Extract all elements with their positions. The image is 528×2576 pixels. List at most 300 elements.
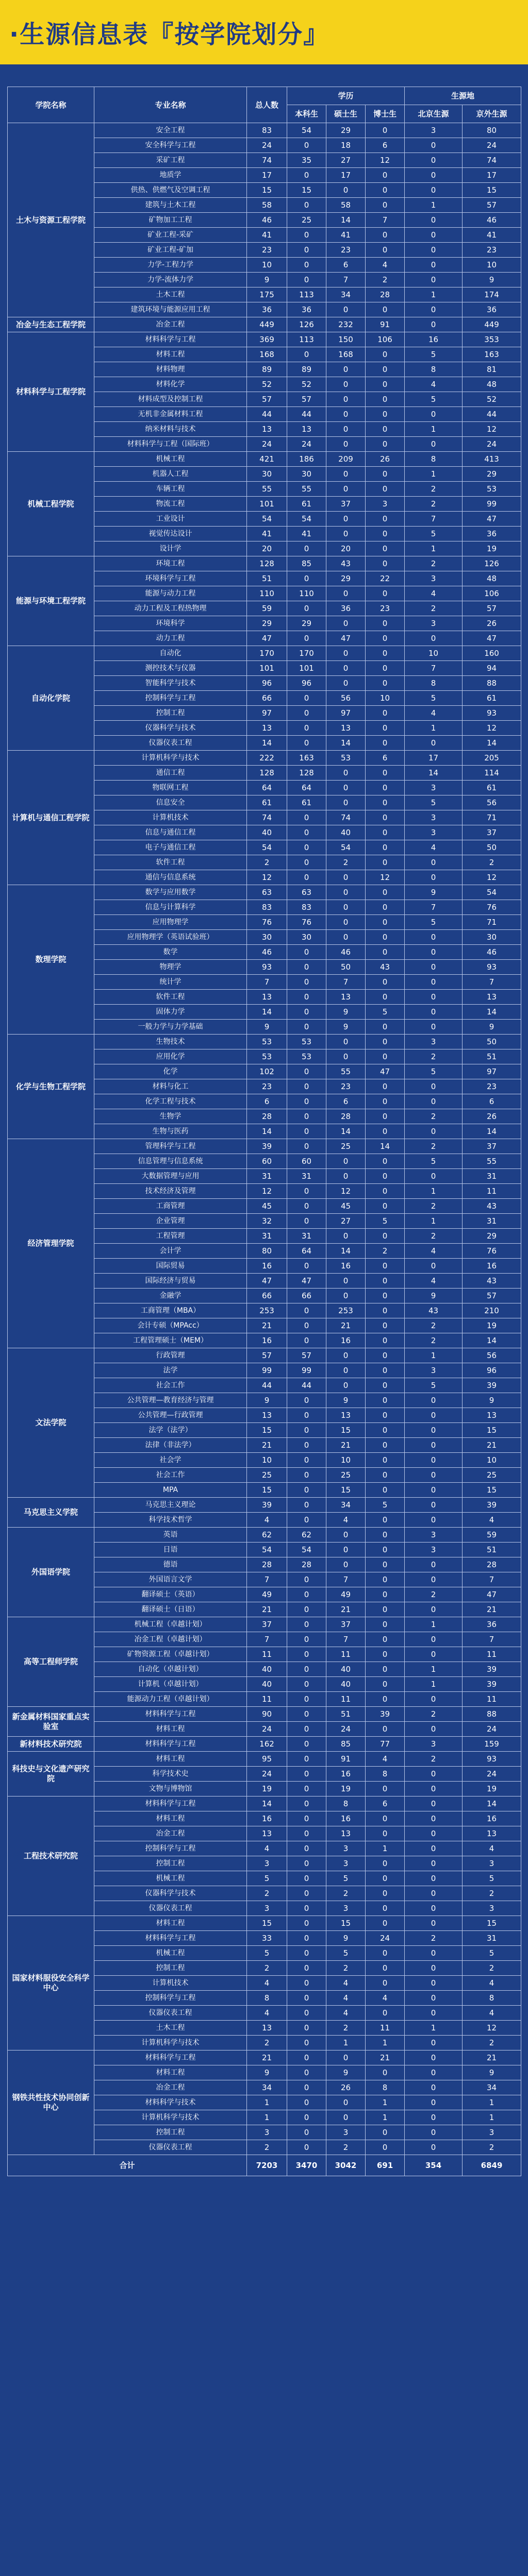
total-cell: 4 — [247, 2006, 287, 2021]
master-cell: 20 — [326, 541, 366, 556]
college-name: 科技史与文化遗产研究院 — [8, 1752, 94, 1797]
major-name: 智能科学与技术 — [94, 676, 247, 691]
beijing-cell: 3 — [405, 123, 463, 138]
beijing-cell: 0 — [405, 1871, 463, 1886]
outside-cell: 31 — [463, 1931, 521, 1946]
major-name: 法学 — [94, 1363, 247, 1378]
master-cell: 0 — [326, 766, 366, 781]
beijing-cell: 0 — [405, 1946, 463, 1961]
phd-cell: 0 — [366, 676, 405, 691]
master-cell: 14 — [326, 213, 366, 228]
phd-cell: 0 — [366, 302, 405, 317]
total-cell: 9 — [247, 273, 287, 287]
outside-cell: 24 — [463, 1767, 521, 1782]
beijing-cell: 0 — [405, 243, 463, 258]
college-name: 工程技术研究院 — [8, 1797, 94, 1916]
phd-cell: 0 — [366, 1617, 405, 1632]
outside-cell: 47 — [463, 512, 521, 527]
phd-cell: 0 — [366, 855, 405, 870]
outside-cell: 53 — [463, 482, 521, 497]
master-cell: 25 — [326, 1468, 366, 1483]
undergrad-cell: 0 — [287, 1587, 326, 1602]
total-cell: 40 — [247, 1662, 287, 1677]
outside-cell: 14 — [463, 1005, 521, 1020]
outside-cell: 57 — [463, 198, 521, 213]
phd-cell: 0 — [366, 1318, 405, 1333]
beijing-cell: 0 — [405, 2140, 463, 2155]
outside-cell: 52 — [463, 392, 521, 407]
major-name: 电子与通信工程 — [94, 840, 247, 855]
phd-cell: 0 — [366, 1408, 405, 1423]
beijing-cell: 3 — [405, 1543, 463, 1557]
phd-cell: 0 — [366, 1587, 405, 1602]
undergrad-cell: 29 — [287, 616, 326, 631]
major-name: 冶金工程 — [94, 2080, 247, 2095]
master-cell: 16 — [326, 1259, 366, 1274]
beijing-cell: 0 — [405, 631, 463, 646]
undergrad-cell: 0 — [287, 601, 326, 616]
beijing-cell: 0 — [405, 1572, 463, 1587]
undergrad-cell: 0 — [287, 1677, 326, 1692]
outside-cell: 36 — [463, 302, 521, 317]
phd-cell: 0 — [366, 1692, 405, 1707]
college-name: 经济管理学院 — [8, 1139, 94, 1348]
undergrad-cell: 0 — [287, 975, 326, 990]
total-cell: 54 — [247, 512, 287, 527]
major-name: 物联网工程 — [94, 781, 247, 795]
phd-cell: 0 — [366, 392, 405, 407]
total-cell: 2 — [247, 855, 287, 870]
undergrad-cell: 0 — [287, 1662, 326, 1677]
phd-cell: 0 — [366, 631, 405, 646]
outside-cell: 88 — [463, 676, 521, 691]
beijing-cell: 0 — [405, 1259, 463, 1274]
total-cell: 32 — [247, 1214, 287, 1229]
phd-cell: 0 — [366, 512, 405, 527]
beijing-cell: 0 — [405, 1961, 463, 1976]
major-name: 材料与化工 — [94, 1079, 247, 1094]
total-cell: 421 — [247, 452, 287, 467]
major-name: 翻译硕士（日语） — [94, 1602, 247, 1617]
undergrad-cell: 0 — [287, 1826, 326, 1841]
undergrad-cell: 0 — [287, 1214, 326, 1229]
major-name: 土木工程 — [94, 287, 247, 302]
master-cell: 2 — [326, 2140, 366, 2155]
master-cell: 0 — [326, 1274, 366, 1289]
beijing-cell: 2 — [405, 1049, 463, 1064]
beijing-cell: 2 — [405, 1199, 463, 1214]
total-cell: 53 — [247, 1035, 287, 1049]
outside-cell: 15 — [463, 1916, 521, 1931]
outside-cell: 114 — [463, 766, 521, 781]
major-name: 物理学 — [94, 960, 247, 975]
master-cell: 0 — [326, 781, 366, 795]
beijing-cell: 0 — [405, 213, 463, 228]
beijing-cell: 0 — [405, 1991, 463, 2006]
outside-cell: 2 — [463, 1961, 521, 1976]
beijing-cell: 0 — [405, 1767, 463, 1782]
undergrad-cell: 0 — [287, 2095, 326, 2110]
phd-cell: 47 — [366, 1064, 405, 1079]
outside-cell: 50 — [463, 840, 521, 855]
phd-cell: 0 — [366, 1303, 405, 1318]
total-cell: 20 — [247, 541, 287, 556]
outside-cell: 12 — [463, 721, 521, 736]
total-cell: 60 — [247, 1154, 287, 1169]
total-cell: 46 — [247, 213, 287, 228]
total-cell: 1 — [247, 2110, 287, 2125]
phd-cell: 1 — [366, 2036, 405, 2050]
undergrad-cell: 60 — [287, 1154, 326, 1169]
master-cell: 10 — [326, 1453, 366, 1468]
major-name: 通信与信息系统 — [94, 870, 247, 885]
outside-cell: 41 — [463, 228, 521, 243]
outside-cell: 11 — [463, 1647, 521, 1662]
beijing-cell: 1 — [405, 287, 463, 302]
beijing-cell: 1 — [405, 1662, 463, 1677]
major-name: 企业管理 — [94, 1214, 247, 1229]
phd-cell: 0 — [366, 1453, 405, 1468]
master-cell: 28 — [326, 1109, 366, 1124]
undergrad-cell: 0 — [287, 1737, 326, 1752]
total-cell: 19 — [247, 1782, 287, 1797]
outside-cell: 12 — [463, 870, 521, 885]
master-cell: 0 — [326, 1543, 366, 1557]
major-name: 法学（法学） — [94, 1423, 247, 1438]
undergrad-cell: 61 — [287, 497, 326, 512]
undergrad-cell: 0 — [287, 691, 326, 706]
undergrad-cell: 0 — [287, 1841, 326, 1856]
outside-cell: 51 — [463, 1049, 521, 1064]
undergrad-cell: 41 — [287, 527, 326, 541]
beijing-cell: 3 — [405, 1035, 463, 1049]
beijing-cell: 0 — [405, 855, 463, 870]
total-cell: 52 — [247, 377, 287, 392]
undergrad-cell: 0 — [287, 855, 326, 870]
total-cell: 74 — [247, 153, 287, 168]
beijing-cell: 14 — [405, 766, 463, 781]
undergrad-cell: 0 — [287, 1647, 326, 1662]
undergrad-cell: 0 — [287, 1572, 326, 1587]
beijing-cell: 1 — [405, 721, 463, 736]
outside-cell: 14 — [463, 1124, 521, 1139]
outside-cell: 7 — [463, 1632, 521, 1647]
major-name: 文物与博物馆 — [94, 1782, 247, 1797]
total-cell: 28 — [247, 1109, 287, 1124]
phd-cell: 7 — [366, 213, 405, 228]
total-cell: 2 — [247, 2036, 287, 2050]
phd-cell: 0 — [366, 1856, 405, 1871]
phd-cell: 5 — [366, 1498, 405, 1513]
major-name: 材料成型及控制工程 — [94, 392, 247, 407]
college-name: 冶金与生态工程学院 — [8, 317, 94, 332]
college-name: 计算机与通信工程学院 — [8, 751, 94, 885]
outside-cell: 31 — [463, 1169, 521, 1184]
master-cell: 40 — [326, 1662, 366, 1677]
outside-cell: 106 — [463, 586, 521, 601]
master-cell: 85 — [326, 1737, 366, 1752]
beijing-cell: 9 — [405, 1289, 463, 1303]
undergrad-cell: 128 — [287, 766, 326, 781]
total-cell: 30 — [247, 930, 287, 945]
outside-cell: 34 — [463, 2080, 521, 2095]
outside-cell: 1 — [463, 2110, 521, 2125]
undergrad-cell: 85 — [287, 556, 326, 571]
undergrad-cell: 0 — [287, 1259, 326, 1274]
major-name: 工业设计 — [94, 512, 247, 527]
college-name: 自动化学院 — [8, 646, 94, 751]
total-cell: 7 — [247, 975, 287, 990]
undergrad-cell: 13 — [287, 422, 326, 437]
master-cell: 9 — [326, 1393, 366, 1408]
college-name: 土木与资源工程学院 — [8, 123, 94, 317]
total-cell: 97 — [247, 706, 287, 721]
beijing-cell: 0 — [405, 228, 463, 243]
master-cell: 3 — [326, 1856, 366, 1871]
major-name: 设计学 — [94, 541, 247, 556]
master-cell: 0 — [326, 915, 366, 930]
phd-cell: 0 — [366, 810, 405, 825]
major-name: 会计专硕（MPAcc） — [94, 1318, 247, 1333]
master-cell: 51 — [326, 1707, 366, 1722]
master-cell: 0 — [326, 930, 366, 945]
master-cell: 9 — [326, 2065, 366, 2080]
master-cell: 2 — [326, 1961, 366, 1976]
outside-cell: 12 — [463, 2021, 521, 2036]
total-cell: 23 — [247, 243, 287, 258]
total-cell: 64 — [247, 781, 287, 795]
major-name: 车辆工程 — [94, 482, 247, 497]
major-name: 控制工程 — [94, 706, 247, 721]
outside-cell: 14 — [463, 1797, 521, 1811]
major-name: 软件工程 — [94, 855, 247, 870]
phd-cell: 0 — [366, 422, 405, 437]
total-cell: 3 — [247, 1901, 287, 1916]
undergrad-cell: 62 — [287, 1528, 326, 1543]
undergrad-cell: 0 — [287, 736, 326, 751]
beijing-cell: 5 — [405, 795, 463, 810]
outside-cell: 7 — [463, 1572, 521, 1587]
undergrad-cell: 0 — [287, 1423, 326, 1438]
major-name: 管理科学与工程 — [94, 1139, 247, 1154]
outside-cell: 5 — [463, 1871, 521, 1886]
undergrad-cell: 0 — [287, 1483, 326, 1498]
table-row — [8, 332, 521, 347]
major-name: 社会工作 — [94, 1468, 247, 1483]
outside-cell: 5 — [463, 1946, 521, 1961]
undergrad-cell: 0 — [287, 2036, 326, 2050]
phd-cell: 0 — [366, 347, 405, 362]
beijing-cell: 0 — [405, 930, 463, 945]
undergrad-cell: 44 — [287, 407, 326, 422]
major-name: 信息管理与信息系统 — [94, 1154, 247, 1169]
undergrad-cell: 0 — [287, 2021, 326, 2036]
phd-cell: 0 — [366, 1094, 405, 1109]
undergrad-cell: 0 — [287, 571, 326, 586]
master-cell: 37 — [326, 1617, 366, 1632]
total-cell: 13 — [247, 1408, 287, 1423]
total-cell: 34 — [247, 2080, 287, 2095]
total-cell: 3 — [247, 1856, 287, 1871]
major-name: 会计学 — [94, 1244, 247, 1259]
undergrad-cell: 35 — [287, 153, 326, 168]
outside-cell: 93 — [463, 1752, 521, 1767]
phd-cell: 0 — [366, 1961, 405, 1976]
outside-cell: 93 — [463, 960, 521, 975]
undergrad-cell: 0 — [287, 1094, 326, 1109]
total-cell: 16 — [247, 1333, 287, 1348]
beijing-cell: 0 — [405, 2036, 463, 2050]
outside-cell: 159 — [463, 1737, 521, 1752]
major-name: 数学 — [94, 945, 247, 960]
college-name: 新材料技术研究院 — [8, 1737, 94, 1752]
phd-cell: 0 — [366, 243, 405, 258]
undergrad-cell: 44 — [287, 1378, 326, 1393]
master-cell: 13 — [326, 1826, 366, 1841]
outside-cell: 174 — [463, 287, 521, 302]
phd-cell: 0 — [366, 1199, 405, 1214]
undergrad-cell: 0 — [287, 1961, 326, 1976]
master-cell: 0 — [326, 885, 366, 900]
phd-cell: 0 — [366, 1468, 405, 1483]
total-cell: 110 — [247, 586, 287, 601]
major-name: 控制科学与工程 — [94, 691, 247, 706]
outside-cell: 17 — [463, 168, 521, 183]
undergrad-cell: 0 — [287, 1871, 326, 1886]
total-cell: 354 — [405, 2155, 463, 2176]
total-cell: 4 — [247, 1841, 287, 1856]
college-name: 马克思主义学院 — [8, 1498, 94, 1528]
outside-cell: 76 — [463, 900, 521, 915]
master-cell: 0 — [326, 1378, 366, 1393]
beijing-cell: 0 — [405, 1169, 463, 1184]
undergrad-cell: 31 — [287, 1169, 326, 1184]
total-cell: 21 — [247, 1602, 287, 1617]
master-cell: 5 — [326, 1871, 366, 1886]
major-name: 生物与医药 — [94, 1124, 247, 1139]
beijing-cell: 2 — [405, 1139, 463, 1154]
total-cell: 21 — [247, 1318, 287, 1333]
master-cell: 53 — [326, 751, 366, 766]
beijing-cell: 0 — [405, 273, 463, 287]
master-cell: 0 — [326, 586, 366, 601]
undergrad-cell: 15 — [287, 183, 326, 198]
beijing-cell: 0 — [405, 1557, 463, 1572]
outside-cell: 39 — [463, 1498, 521, 1513]
undergrad-cell: 57 — [287, 392, 326, 407]
major-name: MPA — [94, 1483, 247, 1498]
major-name: 材料科学与技术 — [94, 2095, 247, 2110]
undergrad-cell: 30 — [287, 930, 326, 945]
major-name: 国际贸易 — [94, 1259, 247, 1274]
master-cell: 41 — [326, 228, 366, 243]
major-name: 冶金工程 — [94, 317, 247, 332]
outside-cell: 39 — [463, 1662, 521, 1677]
undergrad-cell: 89 — [287, 362, 326, 377]
total-cell: 8 — [247, 1991, 287, 2006]
master-cell: 15 — [326, 1423, 366, 1438]
major-name: 日语 — [94, 1543, 247, 1557]
master-cell: 0 — [326, 616, 366, 631]
phd-cell: 0 — [366, 123, 405, 138]
total-cell: 24 — [247, 1767, 287, 1782]
master-cell: 0 — [326, 467, 366, 482]
master-cell: 0 — [326, 1049, 366, 1064]
beijing-cell: 3 — [405, 571, 463, 586]
beijing-cell: 0 — [405, 1423, 463, 1438]
undergrad-cell: 0 — [287, 1079, 326, 1094]
major-name: 马克思主义理论 — [94, 1498, 247, 1513]
outside-cell: 19 — [463, 541, 521, 556]
major-name: 国际经济与贸易 — [94, 1274, 247, 1289]
total-cell: 83 — [247, 900, 287, 915]
phd-cell: 0 — [366, 975, 405, 990]
master-cell: 13 — [326, 990, 366, 1005]
major-name: 环境科学 — [94, 616, 247, 631]
major-name: 仪器仪表工程 — [94, 736, 247, 751]
beijing-cell: 4 — [405, 706, 463, 721]
phd-cell: 0 — [366, 1557, 405, 1572]
beijing-cell: 0 — [405, 1602, 463, 1617]
master-cell: 9 — [326, 1020, 366, 1035]
master-cell: 11 — [326, 1692, 366, 1707]
master-cell: 0 — [326, 1348, 366, 1363]
master-cell: 0 — [326, 527, 366, 541]
phd-cell: 0 — [366, 1632, 405, 1647]
phd-cell: 77 — [366, 1737, 405, 1752]
undergrad-cell: 0 — [287, 1408, 326, 1423]
master-cell: 49 — [326, 1587, 366, 1602]
undergrad-cell: 0 — [287, 721, 326, 736]
outside-cell: 9 — [463, 1393, 521, 1408]
undergrad-cell: 30 — [287, 467, 326, 482]
master-cell: 27 — [326, 1214, 366, 1229]
beijing-cell: 10 — [405, 646, 463, 661]
phd-cell: 5 — [366, 1005, 405, 1020]
undergrad-cell: 0 — [287, 1005, 326, 1020]
phd-cell: 0 — [366, 1378, 405, 1393]
phd-cell: 0 — [366, 706, 405, 721]
major-name: 应用化学 — [94, 1049, 247, 1064]
master-cell: 34 — [326, 1498, 366, 1513]
undergrad-cell: 64 — [287, 1244, 326, 1259]
total-cell: 7 — [247, 1632, 287, 1647]
master-cell: 43 — [326, 556, 366, 571]
undergrad-cell: 24 — [287, 437, 326, 452]
outside-cell: 14 — [463, 736, 521, 751]
undergrad-cell: 28 — [287, 1557, 326, 1572]
beijing-cell: 0 — [405, 1976, 463, 1991]
outside-cell: 24 — [463, 437, 521, 452]
outside-cell: 1 — [463, 2095, 521, 2110]
outside-cell: 14 — [463, 1333, 521, 1348]
phd-cell: 0 — [366, 198, 405, 213]
outside-cell: 449 — [463, 317, 521, 332]
beijing-cell: 5 — [405, 1154, 463, 1169]
major-name: 材料工程 — [94, 347, 247, 362]
master-cell: 0 — [326, 661, 366, 676]
total-cell: 29 — [247, 616, 287, 631]
total-cell: 14 — [247, 1005, 287, 1020]
beijing-cell: 0 — [405, 870, 463, 885]
major-name: 信息与计算科学 — [94, 900, 247, 915]
total-cell: 7203 — [247, 2155, 287, 2176]
total-cell: 102 — [247, 1064, 287, 1079]
undergrad-cell: 0 — [287, 1020, 326, 1035]
undergrad-cell: 0 — [287, 2065, 326, 2080]
table-container — [7, 87, 521, 2176]
phd-cell: 0 — [366, 721, 405, 736]
